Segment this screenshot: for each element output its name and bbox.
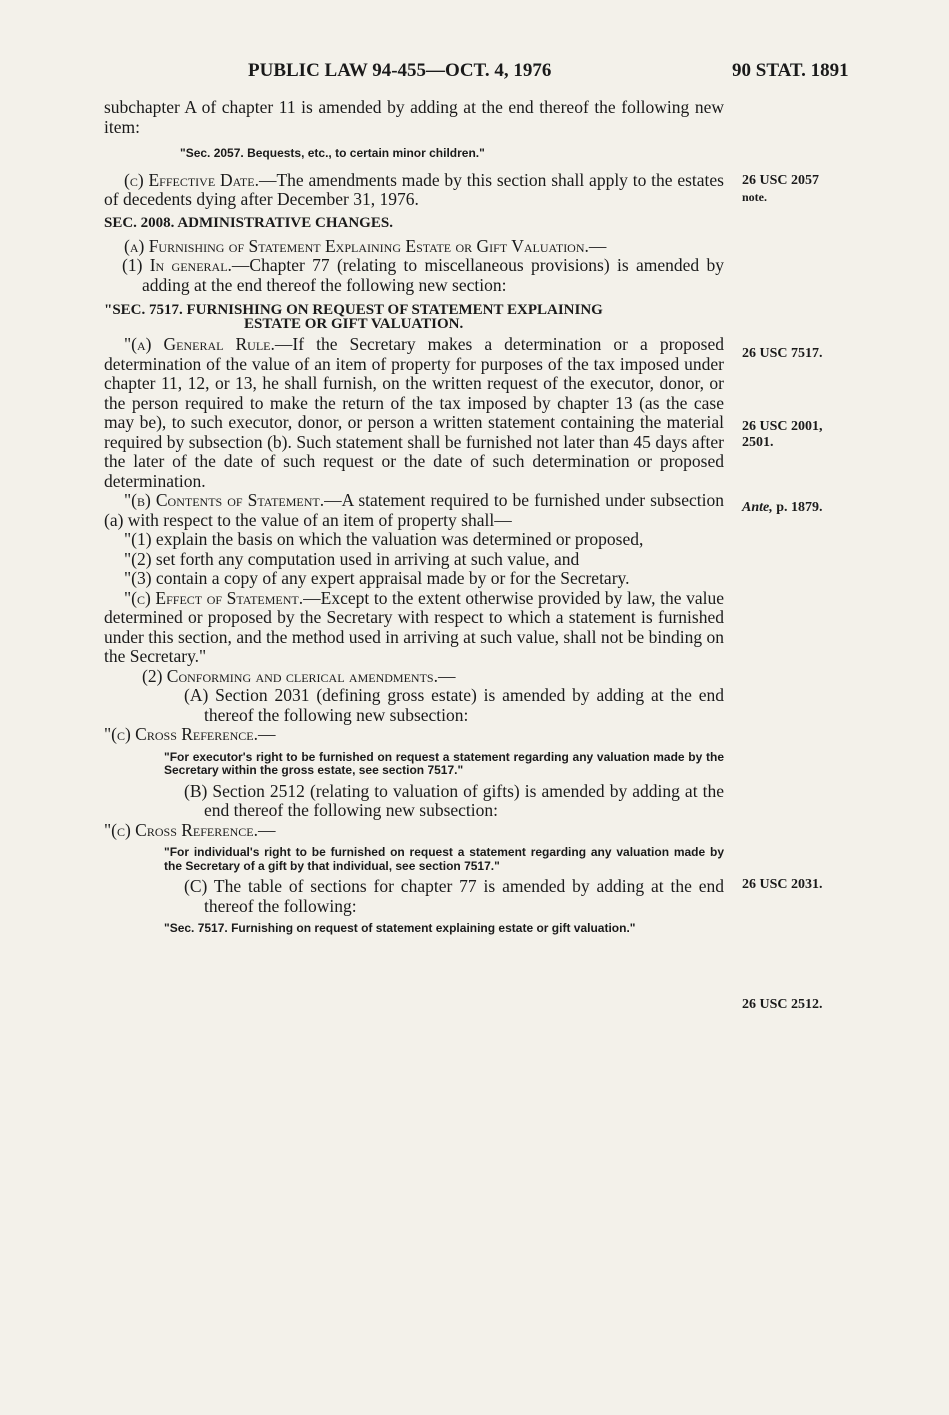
dash: — <box>257 724 276 744</box>
paragraph-effective-date <box>104 171 724 210</box>
margin-note-2057 <box>742 173 912 205</box>
paragraph-a1 <box>104 256 724 295</box>
heading-effective-date: (c) Effective Date. <box>124 169 259 190</box>
contents-of-statement <box>104 491 724 530</box>
quoted-table-entry: "Sec. 2057. Bequests, etc., to certain minor children." <box>180 146 485 160</box>
text-general-rule: —If the Secretary makes a determination or a proposed determination of the value of an item of property for purposes of the tax imposed under chapter 11, 12, or 13, he shall furnish, on the written request of the executor, donor, or the person required to make the return of the tax imposed by chapter 13 (as the case may be), to such executor, donor, or person a written statement containing the material required by subsection (b). Such statement shall be furnished not later than 45 days after the later of the date of such request or the date of such determination or proposed determination. <box>104 334 724 491</box>
header-title: PUBLIC LAW 94-455—OCT. 4, 1976 <box>248 60 552 81</box>
cross-reference-text-1: "For executor's right to be furnished on request a statement regarding any valuation made by the Secretary within the gross estate, see section 7517." <box>164 749 724 777</box>
margin-note-2001 <box>742 419 912 451</box>
cross-reference-text-2: "For individual's right to be furnished on request a statement regarding any valuation made by the Secretary of a gift by that individual, see section 7517." <box>164 845 724 873</box>
margin-note-ante <box>742 500 912 516</box>
margin-note-line: note. <box>742 190 767 204</box>
margin-note-line: 26 USC 2057 <box>742 173 820 188</box>
text-effective-date: —The amendments made by this section shall apply to the estates of decedents dying after December 31, 1976. <box>104 169 724 209</box>
heading-contents: "(b) Contents of Statement. <box>124 490 325 510</box>
running-header <box>0 60 949 84</box>
header-page-number: 90 STAT. 1891 <box>732 60 849 81</box>
cross-reference-2 <box>104 821 724 841</box>
margin-note-line: 2501. <box>742 435 774 450</box>
margin-note-line: 26 USC 2001, <box>742 419 823 434</box>
clause-C: (C) The table of sections for chapter 77 is amended by adding at the end thereof the following: <box>184 876 724 916</box>
general-rule <box>104 335 724 491</box>
heading-effect: "(c) Effect of Statement. <box>124 587 304 608</box>
margin-note-2512: 26 USC 2512. <box>742 997 823 1012</box>
margin-note-2031: 26 USC 2031. <box>742 877 823 892</box>
paragraph-continuation: subchapter A of chapter 11 is amended by adding at the end thereof the following new item: <box>104 97 724 137</box>
paragraph-a2 <box>104 667 724 687</box>
clause-A: (A) Section 2031 (defining gross estate) is amended by adding at the end thereof the following new subsection: <box>184 685 724 725</box>
text-contents: —A statement required to be furnished under subsection (a) with respect to the value of an item of property shall— <box>104 490 725 530</box>
statute-body <box>104 98 724 940</box>
clause-b1: "(1) explain the basis on which the valuation was determined or proposed, <box>124 529 644 549</box>
heading-in-general: (1) In general. <box>122 255 232 275</box>
subsection-a <box>104 237 724 257</box>
new-section-heading <box>104 303 724 331</box>
section-heading: SEC. 2008. ADMINISTRATIVE CHANGES. <box>104 214 393 231</box>
new-section-heading-line1: "SEC. 7517. FURNISHING ON REQUEST OF STATEMENT EXPLAINING <box>104 302 603 318</box>
clause-b2: "(2) set forth any computation used in arriving at such value, and <box>124 548 580 569</box>
margin-note-ante-italic: Ante, <box>742 500 773 515</box>
heading-subsection-a: (a) Furnishing of Statement Explaining Estate or Gift Valuation. <box>124 235 589 256</box>
effect-of-statement <box>104 589 724 667</box>
new-section-heading-line2: ESTATE OR GIFT VALUATION. <box>244 316 464 332</box>
dash: — <box>437 665 456 686</box>
heading-cross-reference: "(c) Cross Reference. <box>104 819 258 840</box>
clause-B: (B) Section 2512 (relating to valuation of gifts) is amended by adding at the end thereof the following new subsection: <box>184 780 724 820</box>
cross-reference-1 <box>104 725 724 745</box>
dash: — <box>588 235 607 256</box>
heading-cross-reference: "(c) Cross Reference. <box>104 724 258 744</box>
text-a1: —Chapter 77 (relating to miscellaneous provisions) is amended by adding at the end thereof the following new section: <box>142 255 724 295</box>
clause-b3: "(3) contain a copy of any expert appraisal made by or for the Secretary. <box>124 568 630 588</box>
margin-note-7517: 26 USC 7517. <box>742 346 823 361</box>
heading-conforming: (2) Conforming and clerical amendments. <box>142 665 438 686</box>
margin-note-ante-page: p. 1879. <box>772 500 823 515</box>
text-effect: —Except to the extent otherwise provided by law, the value determined or proposed by the Secretary with respect to which a statement is furnished under this section, and the method used in arriving at such value, shall not be binding on the Secretary." <box>104 587 724 666</box>
quoted-table-entry-7517: "Sec. 7517. Furnishing on request of statement explaining estate or gift valuation." <box>164 921 636 935</box>
heading-general-rule: "(a) General Rule. <box>124 334 275 354</box>
dash: — <box>257 819 276 840</box>
